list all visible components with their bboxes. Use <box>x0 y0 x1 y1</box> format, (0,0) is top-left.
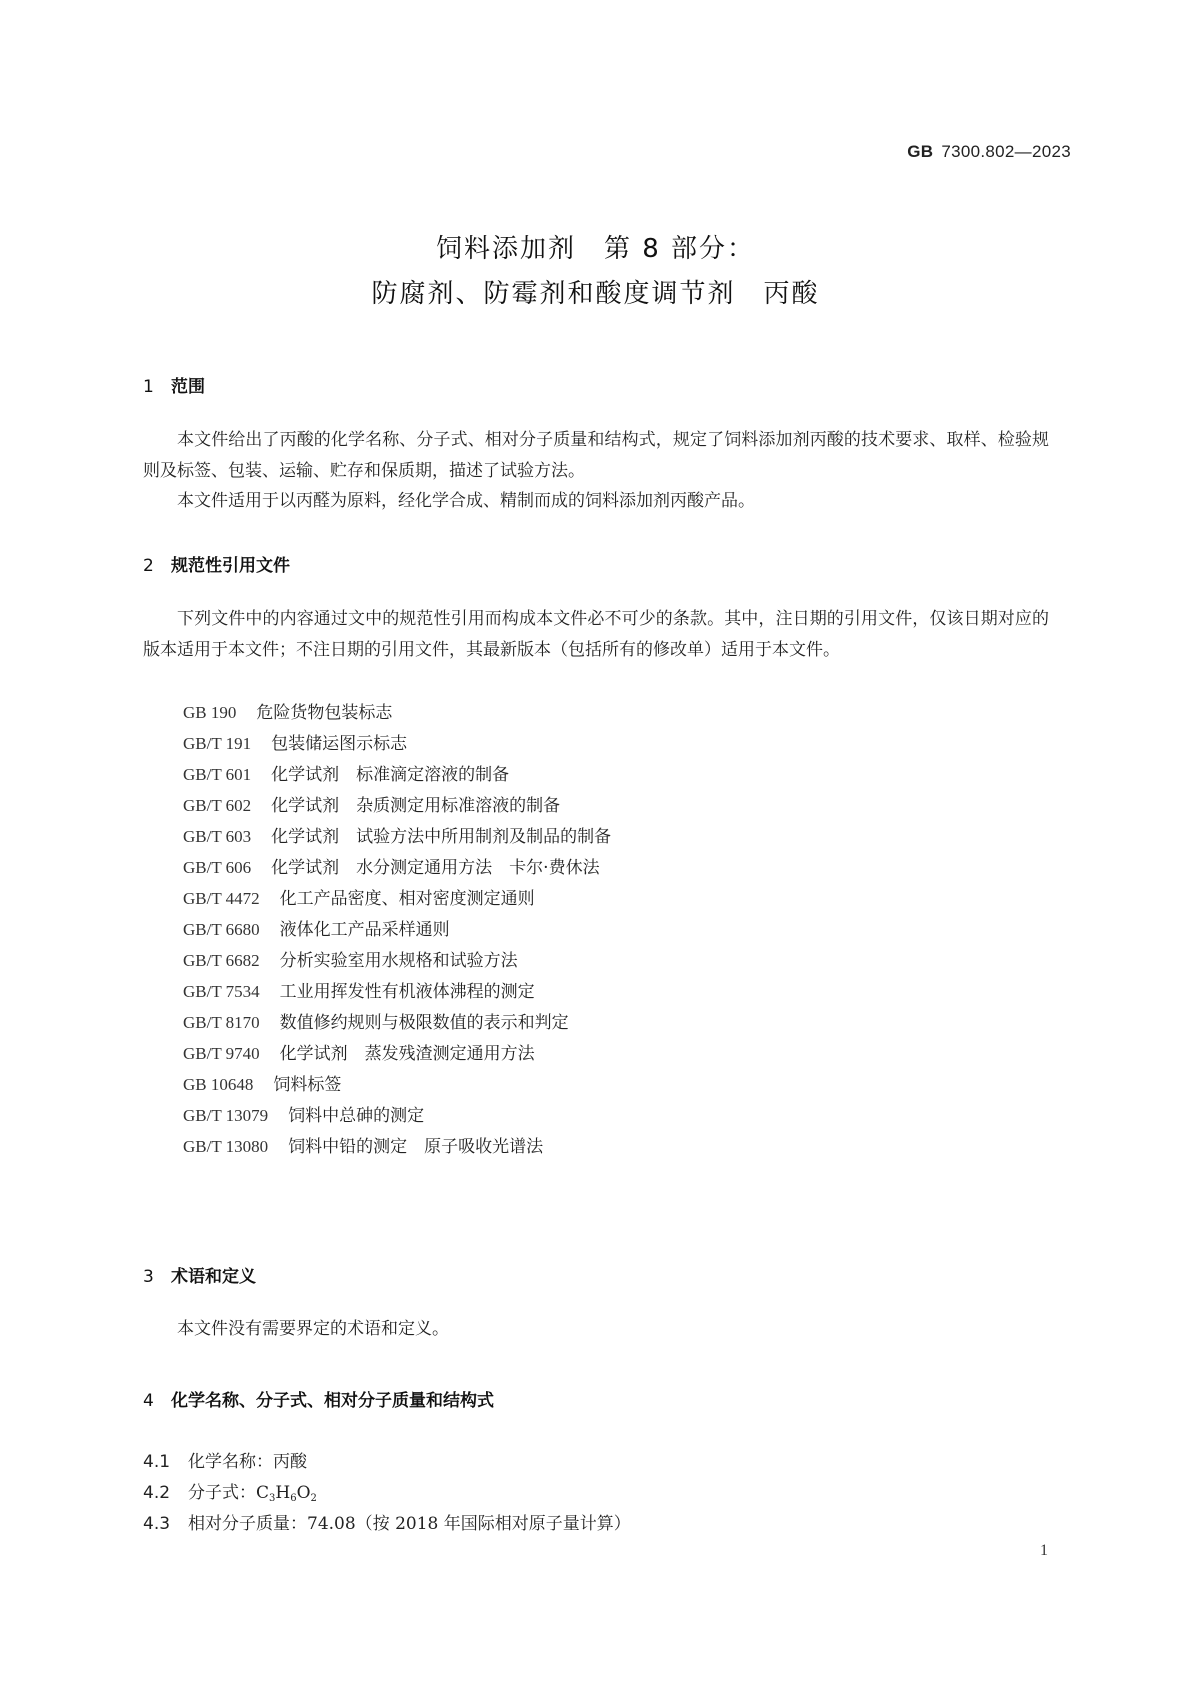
reference-code: GB/T 606 <box>183 858 252 877</box>
clause-4-3 <box>143 1509 631 1534</box>
reference-code: GB/T 601 <box>183 765 252 784</box>
section-number: 1 <box>143 377 154 397</box>
clause-value: 丙酸 <box>273 1452 307 1472</box>
reference-title: 化学试剂 试验方法中所用制剂及制品的制备 <box>271 827 612 847</box>
document-title-line2: 防腐剂、防霉剂和酸度调节剂 丙酸 <box>371 279 820 309</box>
clause-number: 4.3 <box>143 1514 171 1534</box>
reference-title: 分析实验室用水规格和试验方法 <box>279 951 518 971</box>
reference-code: GB/T 7534 <box>183 982 260 1001</box>
formula-element-c: C <box>256 1483 270 1503</box>
standard-code: 7300.802—2023 <box>941 142 1071 161</box>
document-title-line1: 饲料添加剂 第 8 部分： <box>435 234 756 264</box>
clause-label: 相对分子质量： <box>188 1514 307 1534</box>
section-number: 2 <box>143 556 154 576</box>
reference-item <box>183 1069 611 1100</box>
reference-code: GB 10648 <box>183 1075 254 1094</box>
section-title: 术语和定义 <box>171 1267 256 1287</box>
formula-subscript-h: 6 <box>290 1493 297 1504</box>
clause-4-1 <box>143 1447 307 1472</box>
reference-item <box>183 697 611 728</box>
section-1-heading <box>143 372 205 397</box>
reference-code: GB/T 603 <box>183 827 252 846</box>
section-2-heading <box>143 551 290 576</box>
reference-item <box>183 728 611 759</box>
section-title: 规范性引用文件 <box>171 556 290 576</box>
clause-number: 4.1 <box>143 1452 171 1472</box>
reference-item <box>183 1038 611 1069</box>
section-3-heading <box>143 1262 256 1287</box>
reference-title: 饲料中铅的测定 原子吸收光谱法 <box>288 1137 544 1157</box>
reference-title: 饲料标签 <box>273 1075 342 1095</box>
formula-element-h: H <box>275 1483 291 1503</box>
reference-title: 工业用挥发性有机液体沸程的测定 <box>279 982 535 1002</box>
reference-item <box>183 1100 611 1131</box>
reference-item <box>183 1131 611 1162</box>
reference-code: GB/T 602 <box>183 796 252 815</box>
page-number: 1 <box>1040 1542 1048 1559</box>
clause-value: 74.08（按 2018 年国际相对原子量计算） <box>307 1514 631 1534</box>
reference-title: 液体化工产品采样通则 <box>279 920 450 940</box>
reference-title: 化学试剂 水分测定通用方法 卡尔·费休法 <box>271 858 600 878</box>
normative-intro-paragraph: 下列文件中的内容通过文中的规范性引用而构成本文件必不可少的条款。其中，注日期的引用文件，仅该日期对应的版本适用于本文件；不注日期的引用文件，其最新版本（包括所有的修改单）适用于本文件。 <box>143 609 1049 660</box>
section-title: 化学名称、分子式、相对分子质量和结构式 <box>171 1391 494 1411</box>
reference-title: 包装储运图示标志 <box>271 734 408 754</box>
reference-title: 化学试剂 杂质测定用标准溶液的制备 <box>271 796 561 816</box>
reference-title: 化学试剂 标准滴定溶液的制备 <box>271 765 510 785</box>
formula-subscript-c: 3 <box>269 1493 276 1504</box>
terms-paragraph: 本文件没有需要界定的术语和定义。 <box>177 1319 449 1339</box>
formula-subscript-o: 2 <box>310 1493 317 1504</box>
section-number: 3 <box>143 1267 154 1287</box>
reference-item <box>183 852 611 883</box>
reference-code: GB/T 9740 <box>183 1044 260 1063</box>
reference-item <box>183 914 611 945</box>
scope-paragraph-1: 本文件给出了丙酸的化学名称、分子式、相对分子质量和结构式，规定了饲料添加剂丙酸的技术要求、取样、检验规则及标签、包装、运输、贮存和保质期，描述了试验方法。 <box>143 430 1049 481</box>
standard-number <box>907 142 1071 162</box>
section-title: 范围 <box>171 377 205 397</box>
reference-code: GB/T 6680 <box>183 920 260 939</box>
reference-title: 危险货物包装标志 <box>256 703 393 723</box>
standard-prefix: GB <box>907 142 934 161</box>
reference-item <box>183 976 611 1007</box>
reference-item <box>183 945 611 976</box>
reference-title: 化学试剂 蒸发残渣测定通用方法 <box>279 1044 535 1064</box>
clause-4-2 <box>143 1478 317 1504</box>
reference-item <box>183 1007 611 1038</box>
section-4-heading <box>143 1386 494 1411</box>
scope-paragraph-2: 本文件适用于以丙醛为原料，经化学合成、精制而成的饲料添加剂丙酸产品。 <box>177 491 755 511</box>
reference-item <box>183 759 611 790</box>
reference-title: 化工产品密度、相对密度测定通则 <box>279 889 535 909</box>
clause-label: 分子式： <box>188 1483 256 1503</box>
reference-code: GB 190 <box>183 703 237 722</box>
normative-reference-list <box>183 697 611 1162</box>
reference-code: GB/T 13080 <box>183 1137 269 1156</box>
reference-item <box>183 790 611 821</box>
clause-number: 4.2 <box>143 1483 171 1503</box>
reference-code: GB/T 191 <box>183 734 252 753</box>
molecular-formula <box>256 1483 317 1503</box>
reference-code: GB/T 6682 <box>183 951 260 970</box>
reference-title: 饲料中总砷的测定 <box>288 1106 425 1126</box>
reference-item <box>183 821 611 852</box>
clause-label: 化学名称： <box>188 1452 273 1472</box>
reference-code: GB/T 8170 <box>183 1013 260 1032</box>
reference-code: GB/T 13079 <box>183 1106 269 1125</box>
formula-element-o: O <box>296 1483 311 1503</box>
reference-item <box>183 883 611 914</box>
reference-title: 数值修约规则与极限数值的表示和判定 <box>279 1013 569 1033</box>
reference-code: GB/T 4472 <box>183 889 260 908</box>
section-number: 4 <box>143 1391 154 1411</box>
